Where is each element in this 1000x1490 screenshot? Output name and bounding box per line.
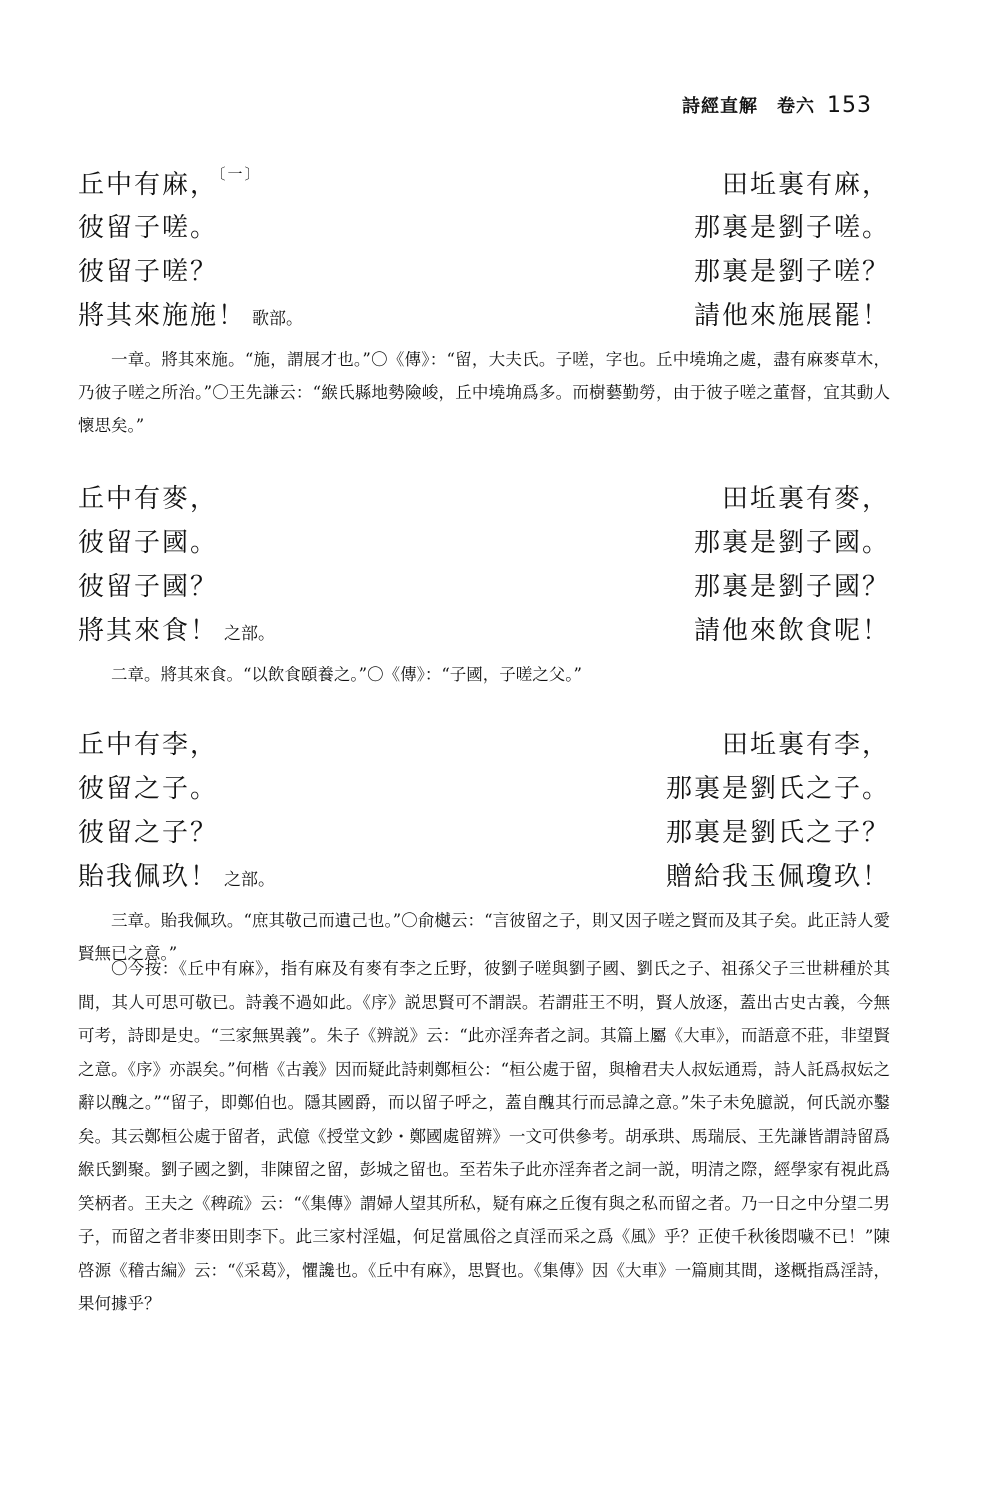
verse-original: 彼留子嗟？	[78, 257, 219, 287]
verse-row	[78, 566, 890, 610]
verse-translation: 那裏是劉子國？	[693, 572, 890, 602]
verse-translation: 那裏是劉子國。	[693, 528, 890, 558]
verse-original: 彼留之子。	[78, 774, 219, 804]
verse-original: 彼留子國？	[78, 572, 219, 602]
stanza-note: 二章。將其來食。“以飲食頤養之。”〇《傳》：“子國，子嗟之父。”	[111, 665, 582, 684]
verse-original: 丘中有麥，	[78, 484, 219, 514]
verse-row	[78, 724, 890, 768]
verse-row	[78, 478, 890, 522]
stanza-note: 三章。貽我佩玖。“庶其敬己而遺己也。”〇俞樾云：“言彼留之子，則又因子嗟之賢而及其子矣。此正詩人愛賢無已之意。”	[78, 911, 890, 963]
verse-original: 丘中有李，	[78, 730, 219, 760]
commentary-paragraph: 〇今按：《丘中有麻》，指有麻及有麥有李之丘野，彼劉子嗟與劉子國、劉氏之子、祖孫父子三世耕種於其間，其人可思可敬已。詩義不過如此。《序》説思賢可不謂誤。若謂莊王不明，賢人放逐，蓋出古史古義，今無可考，詩即是史。“三家無異義”。朱子《辨説》云：“此亦淫奔者之詞。其篇上屬《大車》，而語意不莊，非望賢之意。《序》亦誤矣。”何楷《古義》因而疑此詩刺鄭桓公：“桓公處于留，與檜君夫人叔妘通焉，詩人託爲叔妘之辭以醜之。”“留子，即鄭伯也。隱其國爵，而以留子呼之，蓋自醜其行而忌諱之意。”朱子未免臆説，何氏説亦鑿矣。其云鄭桓公處于留者，武億《授堂文鈔・鄭國處留辨》一文可供參考。胡承珙、馬瑞辰、王先謙皆謂詩留爲緱氏劉聚。劉子國之劉，非陳留之留，彭城之留也。至若朱子此亦淫奔者之詞一説，明清之際，經學家有視此爲笑柄者。王夫之《稗疏》云：“《集傳》謂婦人望其所私，疑有麻之丘復有與之私而留之者。乃一日之中分望二男子，而留之者非麥田則李下。此三家村淫媪，何足當風俗之貞淫而采之爲《風》乎？正使千秋後悶噦不已！”陳啓源《稽古編》云：“《采葛》，懼讒也。《丘中有麻》，思賢也。《集傳》因《大車》一篇廁其間，遂概指爲淫詩，果何據乎？	[78, 959, 890, 1313]
verse-row	[78, 610, 890, 654]
verse-row	[78, 812, 890, 856]
stanza-3	[78, 724, 890, 970]
verse-translation: 那裏是劉氏之子？	[665, 818, 890, 848]
verse-row	[78, 207, 890, 251]
stanza-note: 一章。將其來施。“施，謂展才也。”〇《傳》：“留，大夫氏。子嗟，字也。丘中墝埆之處，盡有麻麥草木，乃彼子嗟之所治。”〇王先謙云：“緱氏縣地勢險峻，丘中墝埆爲多。而樹藝勤勞，由于彼子嗟之董督，宜其動人懷思矣。”	[78, 350, 890, 435]
verse-translation: 請他來施展罷！	[693, 301, 890, 331]
footnote-marker[interactable]: 〔一〕	[218, 165, 262, 183]
verse-row	[78, 768, 890, 812]
verse-translation: 田坵裏有李，	[721, 730, 890, 760]
verse-translation: 贈給我玉佩瓊玖！	[665, 862, 890, 892]
verse-translation: 那裏是劉子嗟。	[693, 213, 890, 243]
verse-translation: 田坵裏有麥，	[721, 484, 890, 514]
verse-row	[78, 522, 890, 566]
verse-translation: 那裏是劉子嗟？	[693, 257, 890, 287]
verse-original: 貽我佩玖！ 之部。	[78, 862, 276, 892]
rhyme-note: 之部。	[224, 870, 276, 890]
verse-translation: 請他來飲食呢！	[693, 616, 890, 646]
verse-translation: 那裏是劉氏之子。	[665, 774, 890, 804]
verse-original: 彼留子嗟。	[78, 213, 219, 243]
stanza-2	[78, 478, 890, 691]
running-header	[682, 92, 872, 118]
verse-row	[78, 295, 890, 339]
verse-row	[78, 856, 890, 900]
verse-original: 丘中有麻，$^{〔一〕}$	[78, 165, 262, 200]
verse-row	[78, 163, 890, 207]
verse-original: 彼留之子？	[78, 818, 219, 848]
verse-translation: 田坵裏有麻，	[721, 170, 890, 200]
page-number: 153	[827, 93, 872, 118]
verse-original: 將其來施施！ 歌部。	[78, 301, 304, 331]
verse-original: 彼留子國。	[78, 528, 219, 558]
rhyme-note: 歌部。	[252, 309, 304, 329]
stanza-1	[78, 163, 890, 442]
rhyme-note: 之部。	[224, 624, 276, 644]
verse-original: 將其來食！ 之部。	[78, 616, 276, 646]
verse-row	[78, 251, 890, 295]
header-title: 詩經直解 卷六	[682, 96, 815, 117]
